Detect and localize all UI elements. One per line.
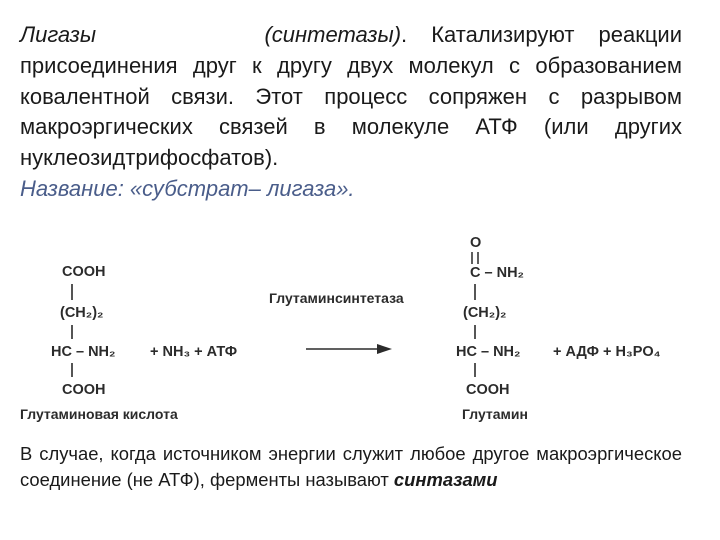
enzyme-label: Глутаминсинтетаза: [269, 290, 404, 306]
term-ligases: Лигазы: [20, 22, 97, 47]
reactant-hc-nh2: HC – NH₂: [51, 344, 116, 360]
reactant-cooh-top: COOH: [62, 264, 106, 280]
reaction-arrow-head: [377, 344, 392, 354]
term-synthetases: (синтетазы): [264, 22, 402, 47]
intro-sentence-1: . Катализируют реакции присоединения друг к другу двух молекул с образованием ковалентной связи.: [20, 22, 682, 109]
footer-paragraph: [20, 441, 682, 492]
product-c-nh2: C – NH₂: [470, 265, 524, 281]
product-caption: Глутамин: [462, 406, 528, 422]
intro-sentence-2: Этот процесс сопряжен с разрывом макроэргических связей в молекуле АТФ (или других нуклеозидтрифосфатов).: [20, 83, 683, 171]
reactant-cooh-bottom: COOH: [62, 382, 106, 398]
footer-text: В случае, когда источником энергии служит любое другое макроэргическое соединение (не АТФ), ферменты называют: [20, 443, 682, 490]
reactant-caption: Глутаминовая кислота: [20, 406, 178, 422]
product-cooh: COOH: [466, 382, 510, 398]
name-value: : «субстрат– лигаза».: [117, 175, 355, 201]
reaction-diagram: [0, 222, 720, 432]
reaction-svg: [0, 222, 720, 432]
cosubstrates: + NH₃ + АТФ: [150, 344, 238, 360]
name-label: Название: [20, 175, 118, 201]
reactant-ch2: (CH₂)₂: [60, 305, 104, 321]
product-oxygen: O: [470, 235, 482, 251]
term-synthases: синтазами: [393, 468, 498, 490]
product-ch2: (CH₂)₂: [463, 305, 507, 321]
byproducts: + АДФ + H₃PO₄: [553, 344, 661, 360]
intro-paragraph: [20, 20, 682, 205]
product-hc-nh2: HC – NH₂: [456, 344, 521, 360]
